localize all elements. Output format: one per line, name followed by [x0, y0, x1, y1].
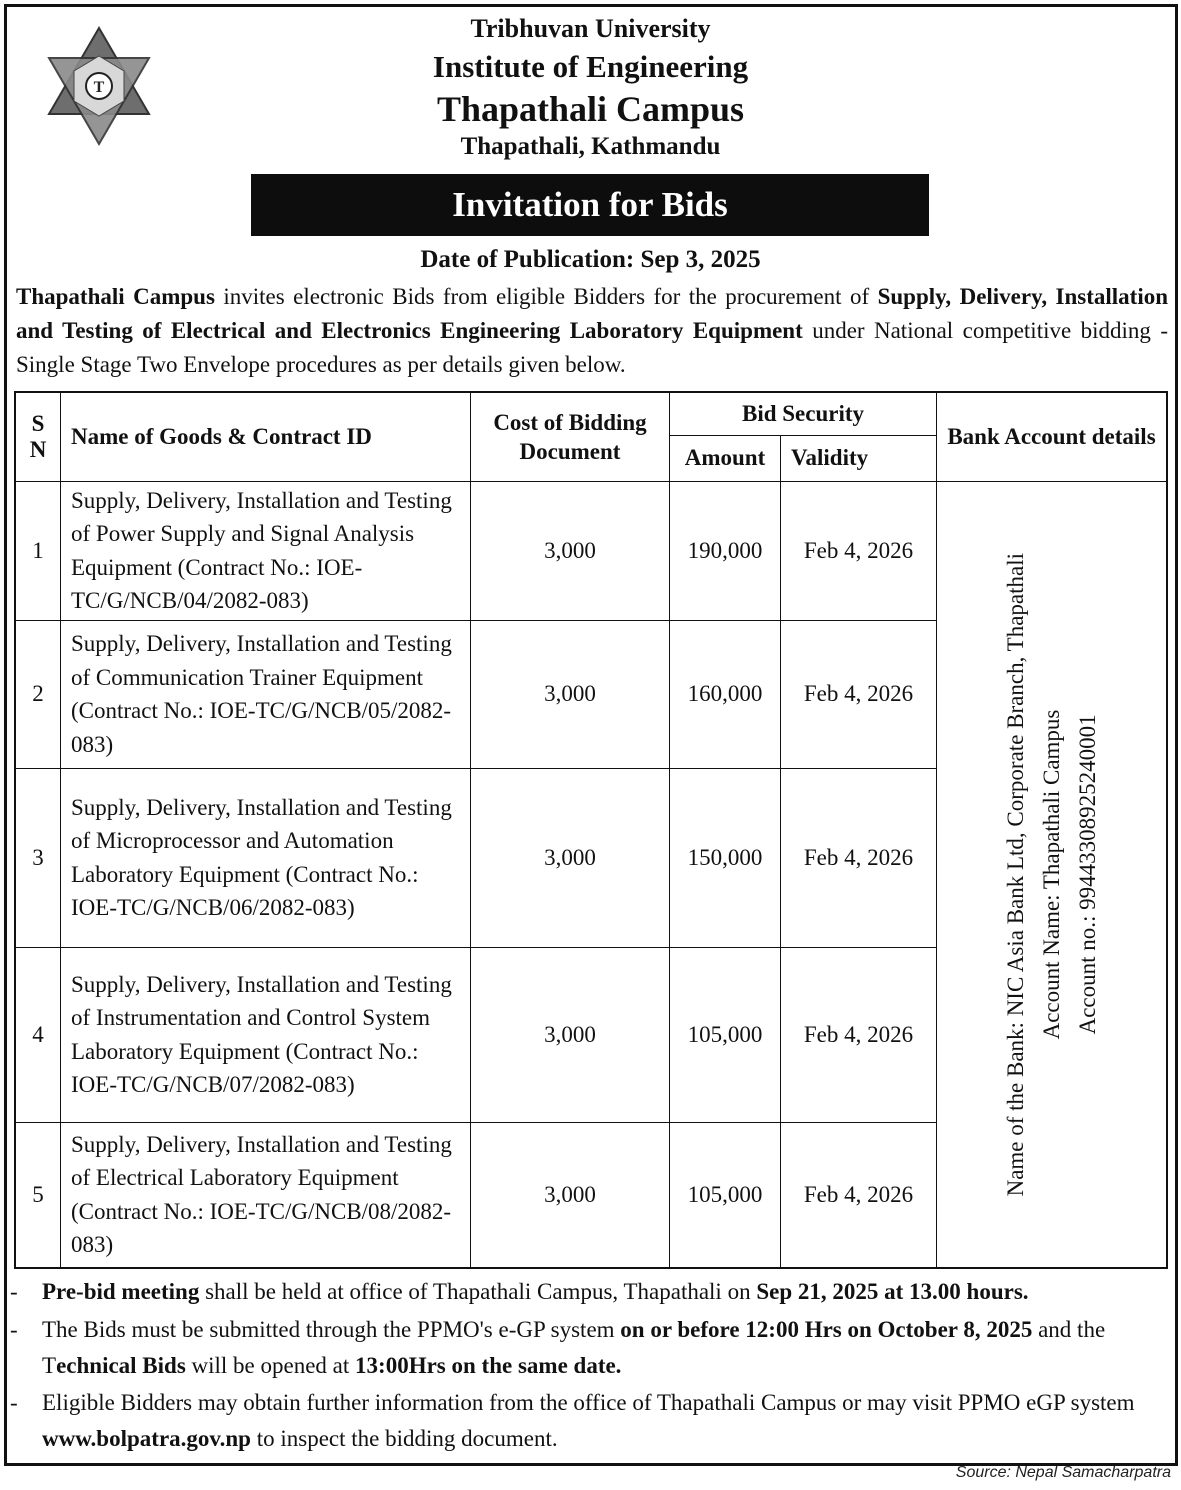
bullet-dash: -: [10, 1390, 18, 1415]
row-validity: Feb 4, 2026: [781, 1122, 937, 1268]
row-validity: Feb 4, 2026: [781, 620, 937, 768]
row-amount: 190,000: [670, 481, 781, 620]
university-name: Tribhuvan University: [470, 14, 711, 43]
note-text: The Bids must be submitted through the PPMO's e-GP system: [42, 1317, 621, 1342]
bank-account-details: [937, 481, 1168, 1268]
intro-paragraph: [16, 280, 1168, 382]
header-bank: Bank Account details: [937, 392, 1168, 481]
row-sn: 2: [15, 620, 61, 768]
note-text: will be opened at: [185, 1353, 356, 1378]
header-sn: S N: [15, 392, 61, 481]
header-amount: Amount: [670, 435, 781, 481]
row-goods-name: Supply, Delivery, Installation and Testing of Instrumentation and Control System Laboratory Equipment (Contract No.: IOE-TC/G/NCB/07/2082-083): [61, 947, 471, 1122]
row-validity: Feb 4, 2026: [781, 481, 937, 620]
bank-line1: Name of the Bank: NIC Asia Bank Ltd, Corporate Branch, Thapathali: [1002, 552, 1028, 1196]
intro-campus: Thapathali Campus: [16, 284, 215, 309]
row-cost: 3,000: [471, 1122, 670, 1268]
row-sn: 3: [15, 768, 61, 947]
institute-name: Institute of Engineering: [432, 49, 749, 84]
header-cost: Cost of Bidding Document: [471, 392, 670, 481]
bullet-dash: -: [10, 1317, 18, 1342]
note-text: and the T: [42, 1317, 1106, 1378]
note-text: to inspect the bidding document.: [250, 1426, 558, 1451]
row-amount: 160,000: [670, 620, 781, 768]
note-text: on or before 12:00 Hrs on October 8, 2025: [620, 1317, 1033, 1342]
row-amount: 150,000: [670, 768, 781, 947]
header-bid-security: Bid Security: [670, 392, 937, 435]
row-goods-name: Supply, Delivery, Installation and Testing of Electrical Laboratory Equipment (Contract No.: IOE-TC/G/NCB/08/2082-083): [61, 1122, 471, 1268]
row-cost: 3,000: [471, 481, 670, 620]
campus-name: Thapathali Campus: [436, 89, 745, 129]
row-sn: 5: [15, 1122, 61, 1268]
row-goods-name: Supply, Delivery, Installation and Testing of Power Supply and Signal Analysis Equipment (Contract No.: IOE-TC/G/NCB/04/2082-083): [61, 481, 471, 620]
row-goods-name: Supply, Delivery, Installation and Testing of Communication Trainer Equipment (Contract No.: IOE-TC/G/NCB/05/2082-083): [61, 620, 471, 768]
bank-line3: Account no.: 99443308925240001: [1074, 714, 1100, 1035]
note-text: echnical Bids: [56, 1353, 186, 1378]
row-cost: 3,000: [471, 768, 670, 947]
header-name: Name of Goods & Contract ID: [61, 392, 471, 481]
note-text[interactable]: www.bolpatra.gov.np: [42, 1426, 251, 1451]
row-sn: 1: [15, 481, 61, 620]
row-cost: 3,000: [471, 947, 670, 1122]
notice-title-banner: Invitation for Bids: [251, 174, 929, 236]
note-text: Sep 21, 2025 at 13.00 hours.: [756, 1279, 1029, 1304]
source-credit: Source: Nepal Samacharpatra: [955, 1464, 1171, 1481]
campus-location: Thapathali, Kathmandu: [460, 133, 721, 160]
row-goods-name: Supply, Delivery, Installation and Testing of Microprocessor and Automation Laboratory Equipment (Contract No.: IOE-TC/G/NCB/06/2082-083): [61, 768, 471, 947]
bids-table: [14, 391, 1168, 1269]
bank-line2: Account Name: Thapathali Campus: [1038, 709, 1064, 1040]
note-text: shall be held at office of Thapathali Campus, Thapathali on: [199, 1279, 757, 1304]
intro-text: invites electronic Bids from eligible Bidders for the procurement of: [214, 284, 878, 309]
row-validity: Feb 4, 2026: [781, 947, 937, 1122]
note-item: [10, 1312, 1165, 1384]
note-text: Pre-bid meeting: [42, 1279, 200, 1304]
note-item: [10, 1274, 1165, 1310]
intro-text-end: under National competitive bidding - Single Stage Two Envelope procedures as per details given below.: [16, 318, 1168, 377]
row-cost: 3,000: [471, 620, 670, 768]
row-amount: 105,000: [670, 1122, 781, 1268]
note-item: [10, 1385, 1165, 1457]
publication-date: Date of Publication: Sep 3, 2025: [420, 246, 761, 273]
intro-procurement: Supply, Delivery, Installation and Testing of Electrical and Electronics Engineering Laboratory Equipment: [16, 284, 1169, 343]
row-amount: 105,000: [670, 947, 781, 1122]
table-row: [15, 481, 1167, 620]
note-text: Eligible Bidders may obtain further information from the office of Thapathali Campus or may visit PPMO eGP system: [42, 1390, 1135, 1415]
header-validity: Validity: [781, 435, 937, 481]
bullet-dash: -: [10, 1279, 18, 1304]
row-sn: 4: [15, 947, 61, 1122]
note-text: 13:00Hrs on the same date.: [355, 1353, 622, 1378]
notes-list: [10, 1274, 1165, 1457]
row-validity: Feb 4, 2026: [781, 768, 937, 947]
svg-text:T: T: [93, 79, 105, 96]
